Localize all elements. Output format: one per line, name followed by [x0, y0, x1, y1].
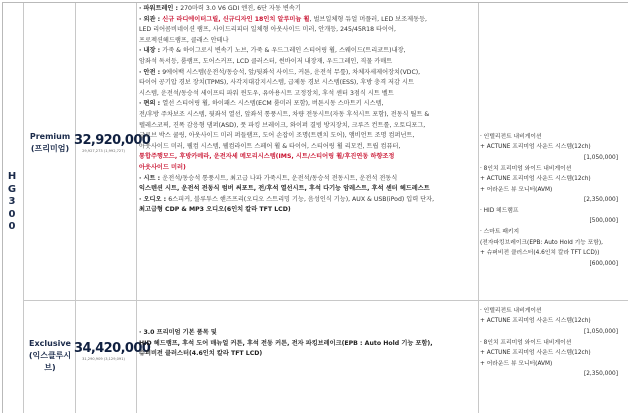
feature-text: 6스피커, 블루투스 핸즈프리(오디오 스트리밍 기능, 음성인식 기능), AUX & USB(iPod) 입력 단자,	[168, 195, 435, 203]
feature-text: 가죽 & 하이그로시 변속기 노브, 가죽 & 우드그레인 스티어링 휠, 스웨이드(트리코트)내장,	[162, 47, 406, 55]
feature-text: 시스템, 운전석/동승석 세이프티 파워 윈도우, 유아용시트 고정장치, 후석 센터 3점식 시트 벨트	[139, 89, 394, 97]
feature-text: · 편의 :	[139, 100, 163, 108]
feature-text: 아웃사이드 미러)	[139, 163, 186, 171]
feature-text: LED 리어콤비네이션 램프, 사이드리피터 일체형 아웃사이드 미러, 안개등, 245/45R18 타이어,	[139, 26, 396, 34]
feature-text: · 3.0 프리미엄 기본 품목 및	[139, 329, 217, 336]
feature-line	[139, 15, 474, 26]
feature-text: 타이어 공기압 경보 장치(TPMS), 사각지대감지시스템, 급제동 경보 시스템(ESS), 후방 충격 저감 시트	[139, 79, 414, 87]
model-name-char: H	[7, 171, 17, 182]
feature-line	[139, 4, 474, 15]
trim-name-en: Exclusive	[29, 339, 71, 348]
feature-line	[139, 339, 474, 350]
option-price: [1,050,000]	[583, 154, 618, 161]
price-breakdown: 29,927,273 (1,992,727)	[82, 149, 125, 153]
feature-line	[139, 68, 474, 79]
price-breakdown: 31,290,909 (3,129,091)	[82, 357, 125, 361]
feature-text: 글로브 박스 쿨링, 아웃사이드 미러 퍼들램프, 도어 손잡이 조명(트렌치 도어), 앰비언트 조명 컴퍼넌트,	[139, 132, 415, 140]
feature-line	[139, 349, 474, 360]
option-item: + ACTUNE 프리미엄 사운드 시스템(12ch)	[480, 318, 591, 325]
feature-text: 신규 라디에이터그릴, 신규디자인 18인치 알루미늄 휠	[162, 15, 310, 23]
feature-text: 슈퍼비전 클러스터(4.6인치 칼라 TFT LCD)	[139, 350, 263, 358]
model-name	[2, 171, 22, 234]
feature-text: 운전석/동승석 통풍시트, 최고급 나파 가죽시트, 운전석/동승석 전동시트, 운전석 전동식	[162, 174, 398, 182]
feature-text: 열선 스티어링 휠, 하이패스 시스템(ECM 룸미러 포함), 버튼시동 스마트키 시스템,	[162, 100, 384, 108]
option-list	[480, 132, 626, 270]
feature-line	[139, 205, 474, 216]
feature-text: 전/후방 주차보조 시스템, 뒷좌석 열선, 앞좌석 통풍시트, 차량 전동시트(자동 후석시트 포함), 전동식 틸트 &	[139, 110, 430, 118]
feature-line	[139, 57, 474, 68]
trim-price	[74, 133, 151, 153]
option-item: · 8인치 프리미엄 와이드 내비게이션	[480, 165, 572, 172]
option-item: + ACTUNE 프리미엄 사운드 시스템(12ch)	[480, 350, 591, 357]
trim-name	[26, 338, 74, 374]
option-price: [2,350,000]	[583, 370, 618, 377]
option-price: [1,050,000]	[583, 328, 618, 335]
model-name-char: 3	[8, 196, 16, 208]
model-name-char: G	[7, 183, 17, 195]
price-value: 34,420,000	[74, 341, 151, 356]
column-divider	[23, 3, 24, 413]
feature-line	[139, 328, 474, 339]
trim-name-en: Premium	[29, 132, 71, 141]
option-item: · 인텔리전트 내비게이션	[480, 308, 542, 314]
feature-line	[139, 110, 474, 121]
option-price: [2,350,000]	[583, 196, 618, 203]
model-name-char: 0	[8, 221, 16, 233]
option-price: [500,000]	[589, 218, 618, 225]
feature-line	[139, 131, 474, 142]
trim-price	[74, 341, 151, 361]
feature-line	[139, 163, 474, 174]
feature-text: , 벌브일체형 듀얼 머플러, LED 보조제동등,	[309, 15, 428, 23]
feature-line	[139, 121, 474, 132]
feature-text: 아웃사이드 미러, 웰컴 시스템, 웰컴라이트 스페어 휠 & 타이어, 스티어링 휠 리모컨, 트립 컴퓨터,	[139, 142, 401, 150]
feature-line	[139, 46, 474, 57]
trim-name-kr: (프리미엄)	[30, 144, 70, 153]
feature-line	[139, 195, 474, 206]
feature-text: HID 헤드램프, 후석 도어 매뉴얼 커튼, 후석 전동 커튼, 전자 파킹브레이크(EPB : Auto Hold 기능 포함),	[139, 339, 433, 347]
feature-line	[139, 142, 474, 153]
option-item: + 어라운드 뷰 모니터(AVM)	[480, 360, 553, 367]
feature-text: 9에어백 시스템(운전석/동승석, 앞/뒷좌석 사이드, 커튼, 운전석 무릎), 차체자세제어장치(VDC),	[162, 68, 421, 76]
feature-text: 텔레스코픽, 진폭 감응형 댐퍼(ASD), 풋 파킹 브레이크, 와이퍼 결빙 방지장치, 크루즈 컨트롤, 오토디포그,	[139, 121, 426, 129]
option-item: · HID 헤드램프	[480, 207, 519, 214]
option-list	[480, 306, 626, 380]
trim-name	[26, 131, 74, 155]
option-price: [600,000]	[589, 260, 618, 267]
feature-line	[139, 25, 474, 36]
feature-line	[139, 152, 474, 163]
feature-line	[139, 184, 474, 195]
feature-line	[139, 89, 474, 100]
trim-name-kr: (익스클루시브)	[28, 351, 72, 372]
feature-text: 익스텐션 시트, 운전석 전동식 럼버 써포트, 전/후석 열선시트, 후석 다기능 암레스트, 후석 센터 헤드레스트	[139, 185, 430, 193]
feature-text: 암좌석 독서등, 룸램프, 도어스커프, LCD 클러스터, 썬바이저 내장재, 우드그레인, 직물 카매트	[139, 57, 393, 65]
feature-list	[139, 328, 474, 360]
feature-line	[139, 36, 474, 47]
feature-text: · 외관 :	[139, 15, 163, 23]
option-item: + 어라운드 뷰 모니터(AVM)	[480, 186, 553, 193]
feature-text: · 파워트레인 :	[139, 5, 181, 12]
feature-text: · 내장 :	[139, 47, 163, 55]
column-divider	[478, 3, 479, 413]
feature-line	[139, 78, 474, 89]
feature-text: 270마력 3.0 V6 GDI 엔진, 6단 자동 변속기	[180, 5, 301, 12]
option-item: · 8인치 프리미엄 와이드 내비게이션	[480, 339, 572, 346]
price-value: 32,920,000	[74, 133, 151, 148]
option-item: · 인텔리전트 내비게이션	[480, 134, 542, 140]
feature-line	[139, 174, 474, 185]
feature-text: 통합주행모드, 후방카메라, 운전자세 메모리시스템(IMS, 시트/스티어링 휠/후진연동 하향조정	[139, 153, 395, 161]
model-name-char: 0	[8, 208, 16, 220]
row-divider	[23, 300, 628, 301]
option-item: · 스마트 패키지	[480, 229, 520, 236]
feature-line	[139, 99, 474, 110]
feature-text: · 안전 :	[139, 68, 163, 76]
feature-text: · 시트 :	[139, 174, 163, 182]
feature-text: · 오디오 :	[139, 195, 169, 203]
feature-list	[139, 4, 474, 216]
option-item: + 슈퍼비전 클러스터(4.6인치 칼라 TFT LCD))	[480, 250, 600, 257]
feature-text: 프로젝션헤드램프, 클래스 안테나	[139, 36, 229, 44]
feature-text: 최고급형 CDP & MP3 오디오(6인치 칼라 TFT LCD)	[139, 206, 291, 214]
option-item: (전자파킹브레이크(EPB: Auto Hold 기능 포함),	[480, 239, 603, 246]
option-item: + ACTUNE 프리미엄 사운드 시스템(12ch)	[480, 144, 591, 151]
option-item: + ACTUNE 프리미엄 사운드 시스템(12ch)	[480, 176, 591, 183]
